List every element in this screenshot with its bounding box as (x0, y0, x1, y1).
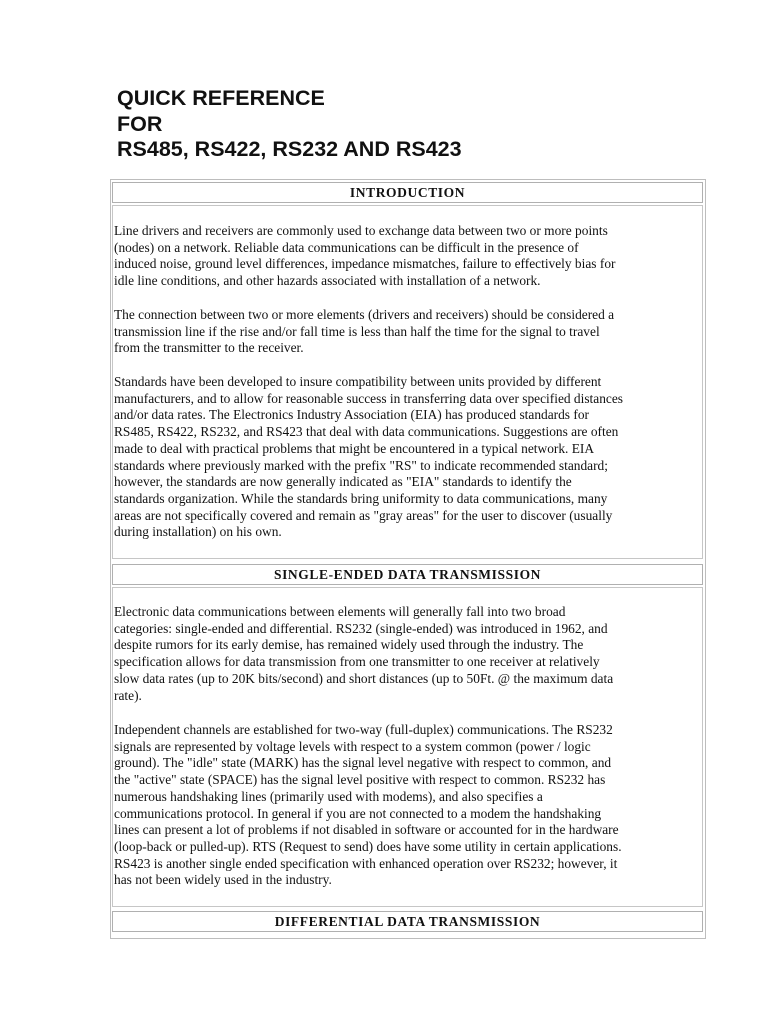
title-line-3: RS485, RS422, RS232 AND RS423 (117, 137, 462, 161)
text-line: signals are represented by voltage levels with respect to a system common (power / logic (114, 738, 591, 754)
text-line: lines can present a lot of problems if not disabled in software or accounted for in the hardware (114, 822, 619, 838)
text-line: RS423 is another single ended specification with enhanced operation over RS232; however, it (114, 855, 618, 871)
text-line: the "active" state (SPACE) has the signal level positive with respect to common. RS232 has (114, 772, 606, 788)
text-line: has not been widely used in the industry. (114, 872, 332, 888)
section-heading-single-ended: SINGLE-ENDED DATA TRANSMISSION (112, 564, 703, 585)
text-line: from the transmitter to the receiver. (114, 340, 304, 356)
single-ended-paragraph-1 (114, 604, 706, 704)
text-line: rate). (114, 687, 142, 703)
text-line: numerous handshaking lines (primarily used with modems), and also specifies a (114, 788, 543, 804)
text-line: (loop-back or pulled-up). RTS (Request to send) does have some utility in certain applications. (114, 838, 622, 854)
text-line: RS485, RS422, RS232, and RS423 that deal with data communications. Suggestions are often (114, 424, 619, 440)
text-line: Electronic data communications between elements will generally fall into two broad (114, 604, 566, 619)
text-line: despite rumors for its early demise, has remained widely used through the industry. The (114, 637, 584, 653)
text-line: standards where previously marked with the prefix "RS" to indicate recommended standard; (114, 457, 608, 473)
text-line: during installation) on his own. (114, 524, 282, 540)
text-line: areas are not specifically covered and remain as "gray areas" for the user to discover (usually (114, 507, 613, 523)
text-line: manufacturers, and to allow for reasonable success in transferring data over specified distances (114, 390, 624, 406)
intro-paragraph-3 (114, 374, 706, 541)
text-line: Standards have been developed to insure compatibility between units provided by different (114, 374, 602, 389)
text-line: and/or data rates. The Electronics Industry Association (EIA) has produced standards for (114, 407, 589, 423)
text-line: Independent channels are established for two-way (full-duplex) communications. The RS232 (114, 722, 613, 737)
single-ended-paragraph-2 (114, 722, 706, 889)
text-line: specification allows for data transmission from one transmitter to one receiver at relatively (114, 654, 600, 670)
text-line: idle line conditions, and other hazards associated with installation of a network. (114, 273, 541, 289)
text-line: however, the standards are now generally indicated as "EIA" standards to identify the (114, 474, 572, 490)
section-heading-differential: DIFFERENTIAL DATA TRANSMISSION (112, 911, 703, 932)
text-line: slow data rates (up to 20K bits/second) and short distances (up to 50Ft. @ the maximum data (114, 670, 614, 686)
section-heading-introduction: INTRODUCTION (112, 182, 703, 203)
document-title (117, 86, 462, 163)
text-line: The connection between two or more elements (drivers and receivers) should be considered a (114, 307, 615, 322)
title-line-2: FOR (117, 111, 163, 136)
text-line: standards organization. While the standards bring uniformity to data communications, many (114, 490, 608, 506)
text-line: ground). The "idle" state (MARK) has the signal level negative with respect to common, and (114, 755, 612, 771)
text-line: induced noise, ground level differences, impedance mismatches, failure to effectively bias for (114, 256, 616, 272)
intro-paragraph-2 (114, 307, 706, 357)
text-line: transmission line if the rise and/or fall time is less than half the time for the signal to travel (114, 323, 600, 339)
text-line: Line drivers and receivers are commonly used to exchange data between two or more points (114, 223, 608, 238)
text-line: categories: single-ended and differential. RS232 (single-ended) was introduced in 1962, and (114, 620, 608, 636)
title-line-1: QUICK REFERENCE (117, 86, 325, 110)
text-line: (nodes) on a network. Reliable data communications can be difficult in the presence of (114, 239, 579, 255)
text-line: communications protocol. In general if you are not connected to a modem the handshaking (114, 805, 602, 821)
text-line: made to deal with practical problems that might be encountered in a typical network. EIA (114, 440, 595, 456)
intro-paragraph-1 (114, 223, 706, 290)
